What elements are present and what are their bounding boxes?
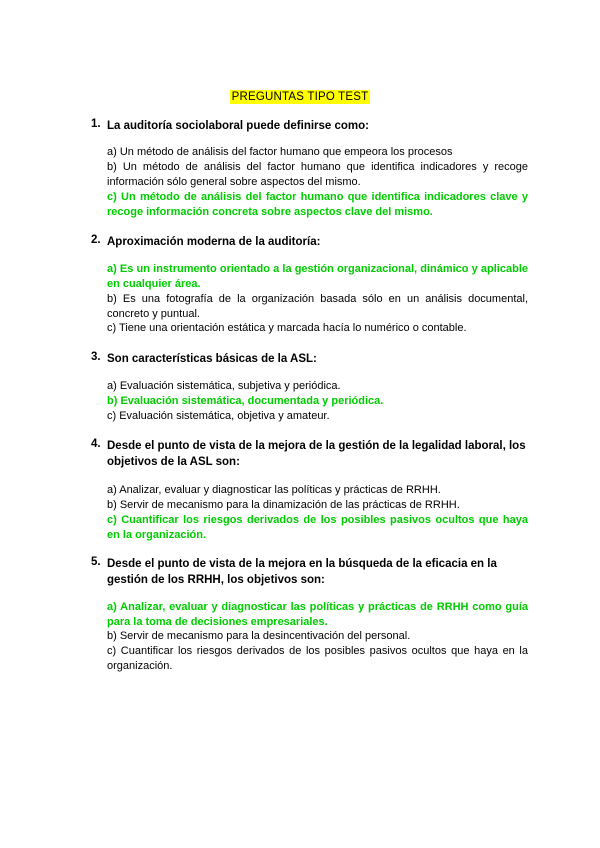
question-text: Aproximación moderna de la auditoría: [107,236,321,248]
option: b) Es una fotografía de la organización basada sólo en un análisis documental, concreto y puntual. [107,293,528,320]
option: b) Un método de análisis del factor humano que identifica indicadores y recoge información sólo general sobre aspectos del mismo. [107,161,528,188]
question-number: 1. [91,118,101,130]
question-number: 3. [91,351,101,363]
question-number: 2. [91,234,101,246]
question-text: Son características básicas de la ASL: [107,353,317,365]
option-correct: c) Cuantificar los riesgos derivados de los posibles pasivos ocultos que haya en la organización. [107,514,528,541]
page-title: PREGUNTAS TIPO TEST [231,91,369,103]
option: b) Servir de mecanismo para la dinamización de las prácticas de RRHH. [107,499,460,511]
question-text: La auditoría sociolaboral puede definirse como: [107,120,369,132]
question-text: Desde el punto de vista de la mejora de la gestión de la legalidad laboral, los objetivos de la ASL son: [107,440,526,468]
option: a) Analizar, evaluar y diagnosticar las políticas y prácticas de RRHH. [107,484,441,496]
option: c) Evaluación sistemática, objetiva y amateur. [107,410,330,422]
option: c) Cuantificar los riesgos derivados de los posibles pasivos ocultos que haya en la organización. [107,645,528,672]
question-number: 4. [91,438,101,450]
option-correct: b) Evaluación sistemática, documentada y periódica. [107,395,384,407]
option: b) Servir de mecanismo para la desincentivación del personal. [107,630,411,642]
option-correct: a) Analizar, evaluar y diagnosticar las políticas y prácticas de RRHH como guía para la toma de decisiones empresariales. [107,601,528,628]
option: c) Tiene una orientación estática y marcada hacía lo numérico o contable. [107,322,467,334]
option: a) Un método de análisis del factor humano que empeora los procesos [107,146,453,158]
option: a) Evaluación sistemática, subjetiva y periódica. [107,380,341,392]
question-text: Desde el punto de vista de la mejora en la búsqueda de la eficacia en la gestión de los RRHH, los objetivos son: [107,558,497,586]
question-number: 5. [91,556,101,568]
option-correct: c) Un método de análisis del factor humano que identifica indicadores clave y recoge información concreta sobre aspectos clave del mismo. [107,191,528,218]
title-wrap [0,87,600,105]
option-correct: a) Es un instrumento orientado a la gestión organizacional, dinámico y aplicable en cualquier área. [107,263,528,290]
